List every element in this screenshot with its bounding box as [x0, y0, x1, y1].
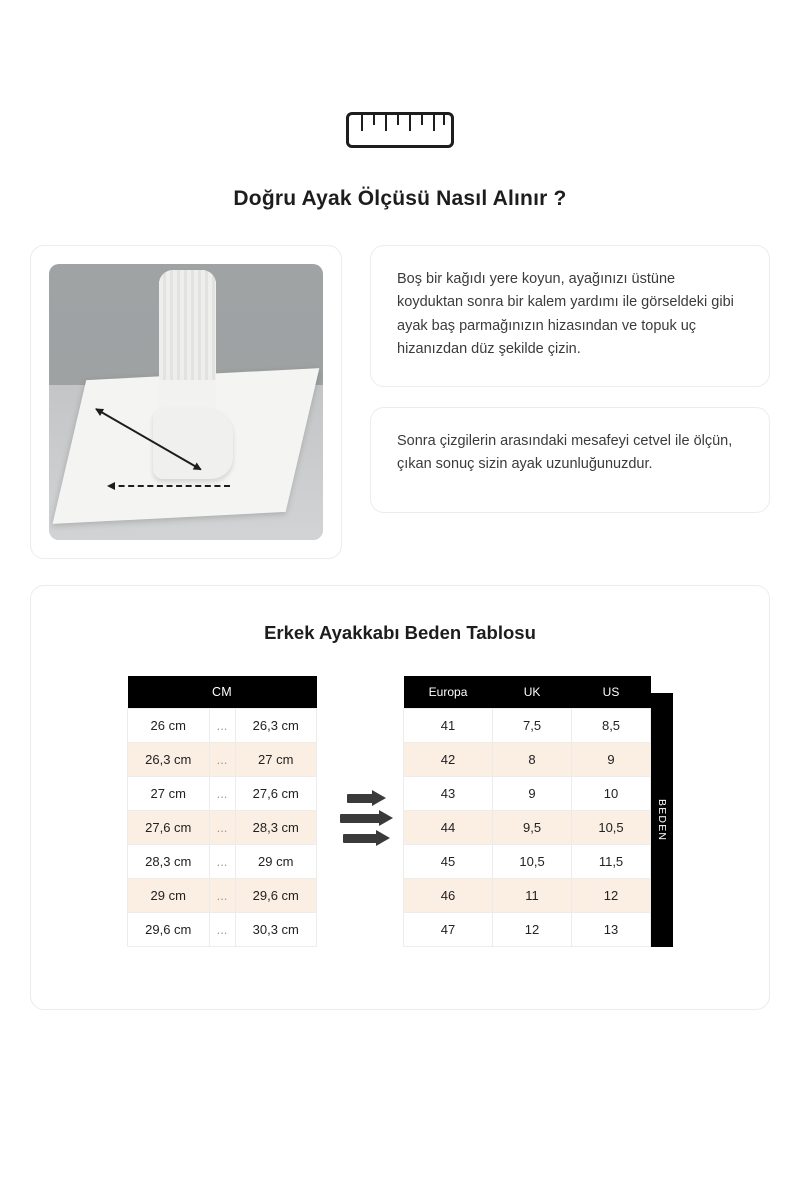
cm-from: 26 cm: [128, 709, 210, 743]
table-row: [128, 811, 317, 845]
size-uk: 8: [493, 743, 572, 777]
table-row: [404, 811, 651, 845]
size-us: 8,5: [572, 709, 651, 743]
sock-ribbing: [159, 270, 217, 380]
cm-table-header: CM: [128, 676, 317, 709]
table-row: [128, 777, 317, 811]
size-us: 12: [572, 879, 651, 913]
page-header: [0, 0, 800, 211]
size-us: 13: [572, 913, 651, 947]
table-row: [128, 743, 317, 777]
size-us: 10,5: [572, 811, 651, 845]
size-europa: 43: [404, 777, 493, 811]
arrow-icon: [347, 794, 373, 803]
size-uk: 9: [493, 777, 572, 811]
cm-separator: ...: [209, 709, 235, 743]
cm-from: 27 cm: [128, 777, 210, 811]
size-uk: 12: [493, 913, 572, 947]
cm-to: 28,3 cm: [235, 811, 317, 845]
cm-separator: ...: [209, 743, 235, 777]
beden-side-label: [651, 693, 673, 947]
table-row: [128, 845, 317, 879]
cm-from: 29,6 cm: [128, 913, 210, 947]
table-row: [404, 709, 651, 743]
instruction-text-1: Boş bir kağıdı yere koyun, ayağınızı üstüne koyduktan sonra bir kalem yardımı ile görseldeki gibi ayak baş parmağınızın hizasından ve topuk uç hizanızdan düz şekilde çizin.: [397, 271, 734, 358]
size-chart-title: Erkek Ayakkabı Beden Tablosu: [264, 622, 536, 643]
size-uk: 7,5: [493, 709, 572, 743]
cm-from: 27,6 cm: [128, 811, 210, 845]
cm-to: 29 cm: [235, 845, 317, 879]
size-europa: 44: [404, 811, 493, 845]
cm-from: 28,3 cm: [128, 845, 210, 879]
size-table-group: [403, 676, 673, 947]
table-row: [404, 777, 651, 811]
size-us: 11,5: [572, 845, 651, 879]
size-uk: 9,5: [493, 811, 572, 845]
table-row: [404, 845, 651, 879]
cm-from: 29 cm: [128, 879, 210, 913]
cm-separator: ...: [209, 845, 235, 879]
size-column-europa: Europa: [404, 676, 493, 709]
size-table: [403, 676, 651, 947]
size-europa: 47: [404, 913, 493, 947]
size-us: 10: [572, 777, 651, 811]
measurement-dashed-line: [109, 485, 230, 487]
instruction-card-1: [370, 245, 770, 387]
table-row: [404, 879, 651, 913]
page-title: Doğru Ayak Ölçüsü Nasıl Alınır ?: [233, 187, 567, 210]
conversion-arrows: [317, 676, 403, 843]
beden-label-text: BEDEN: [656, 798, 668, 842]
cm-to: 29,6 cm: [235, 879, 317, 913]
cm-separator: ...: [209, 913, 235, 947]
arrow-icon: [340, 814, 380, 823]
size-uk: 10,5: [493, 845, 572, 879]
instruction-card-2: [370, 407, 770, 513]
arrow-icon: [343, 834, 377, 843]
cm-to: 30,3 cm: [235, 913, 317, 947]
size-column-uk: UK: [493, 676, 572, 709]
table-row: [128, 913, 317, 947]
table-row: [404, 743, 651, 777]
cm-separator: ...: [209, 811, 235, 845]
size-europa: 46: [404, 879, 493, 913]
cm-to: 26,3 cm: [235, 709, 317, 743]
table-row: [128, 709, 317, 743]
size-uk: 11: [493, 879, 572, 913]
size-europa: 41: [404, 709, 493, 743]
instruction-cards: [370, 245, 770, 513]
foot-measurement-photo: [49, 264, 323, 540]
size-chart-tables: [31, 676, 769, 947]
instruction-text-2: Sonra çizgilerin arasındaki mesafeyi cetvel ile ölçün, çıkan sonuç sizin ayak uzunluğunuzdur.: [397, 432, 733, 473]
cm-separator: ...: [209, 879, 235, 913]
cm-separator: ...: [209, 777, 235, 811]
size-europa: 42: [404, 743, 493, 777]
size-europa: 45: [404, 845, 493, 879]
table-row: [128, 879, 317, 913]
size-chart-card: [30, 585, 770, 1010]
cm-to: 27 cm: [235, 743, 317, 777]
size-column-us: US: [572, 676, 651, 709]
size-us: 9: [572, 743, 651, 777]
illustration-card: [30, 245, 342, 559]
table-row: [404, 913, 651, 947]
cm-table: [127, 676, 317, 947]
instructions-section: [0, 211, 800, 559]
cm-from: 26,3 cm: [128, 743, 210, 777]
ruler-icon: [346, 112, 454, 148]
cm-to: 27,6 cm: [235, 777, 317, 811]
